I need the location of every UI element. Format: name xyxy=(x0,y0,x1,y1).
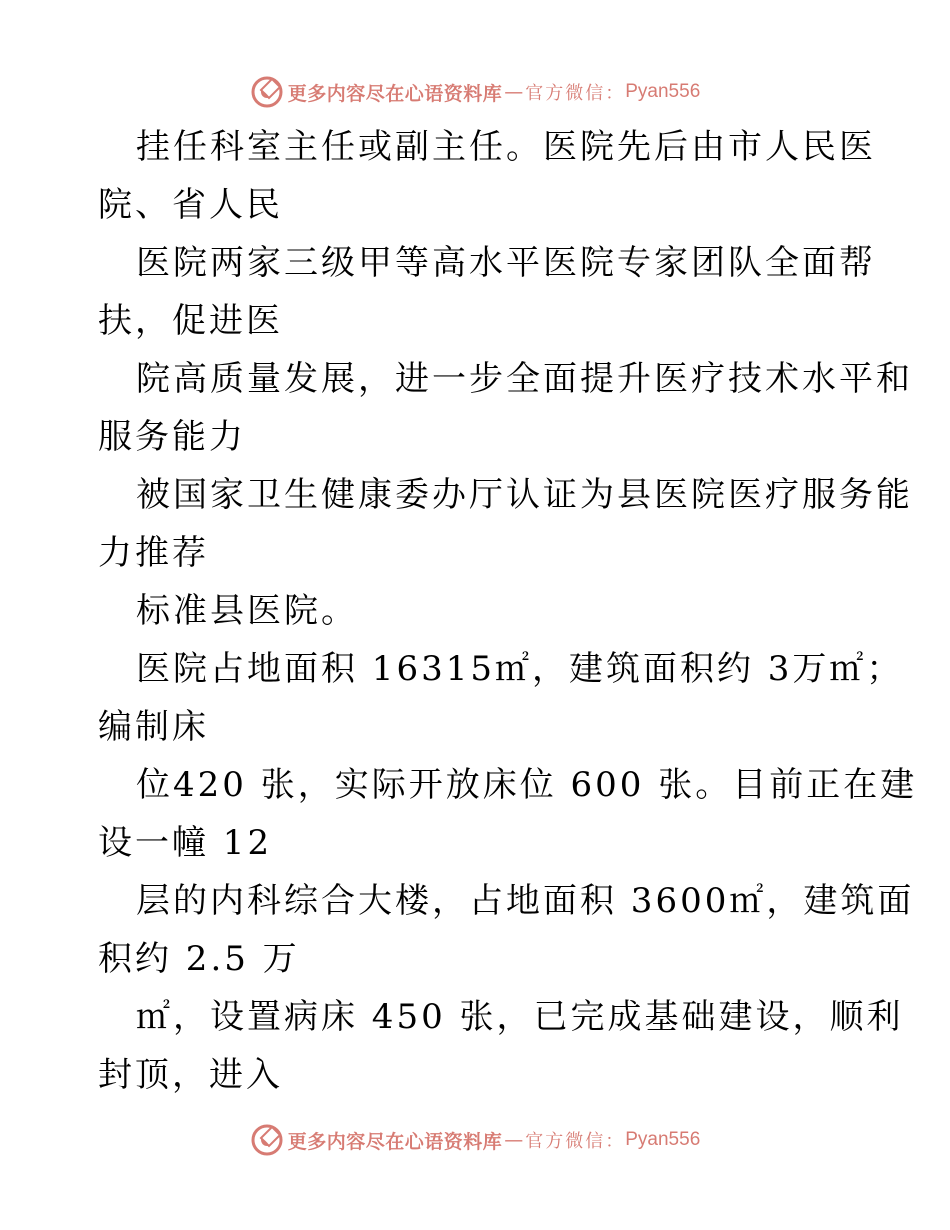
text-line: 封顶，进入 xyxy=(98,1055,283,1095)
header-banner xyxy=(0,72,950,112)
header-slogan: 更多内容尽在心语资料库 xyxy=(287,82,503,105)
footer-dash: — xyxy=(504,1129,524,1151)
text-line: 积约 2.5 万 xyxy=(98,939,300,979)
text-line: 位420 张，实际开放床位 600 张。目前正在建 xyxy=(136,765,918,805)
header-dash: — xyxy=(504,81,524,103)
text-line: 设一幢 12 xyxy=(98,823,273,863)
pen-logo-icon xyxy=(250,75,284,109)
footer-slogan: 更多内容尽在心语资料库 xyxy=(287,1130,503,1153)
text-line: ㎡，设置病床 450 张，已完成基础建设，顺利 xyxy=(136,997,904,1037)
text-line: 院、省人民 xyxy=(98,185,283,225)
header-wechat-id: Pyan556 xyxy=(625,81,701,102)
footer-banner xyxy=(0,1120,950,1160)
header-wechat-label: 官方微信： xyxy=(525,83,626,104)
text-line: 医院两家三级甲等高水平医院专家团队全面帮 xyxy=(136,243,876,283)
pen-logo-icon xyxy=(250,1123,284,1157)
text-line: 标准县医院。 xyxy=(136,591,358,631)
text-line: 扶，促进医 xyxy=(98,301,283,341)
text-line: 力推荐 xyxy=(98,533,209,573)
text-line: 院高质量发展，进一步全面提升医疗技术水平和 xyxy=(136,359,913,399)
text-line: 层的内科综合大楼，占地面积 3600㎡，建筑面 xyxy=(136,881,915,921)
text-line: 编制床 xyxy=(98,707,209,747)
text-line: 被国家卫生健康委办厅认证为县医院医疗服务能 xyxy=(136,475,913,515)
text-line: 挂任科室主任或副主任。医院先后由市人民医 xyxy=(136,127,876,167)
footer-wechat-id: Pyan556 xyxy=(625,1129,701,1150)
footer-wechat-label: 官方微信： xyxy=(525,1131,626,1152)
text-line: 服务能力 xyxy=(98,417,246,457)
body-text xyxy=(98,118,918,1104)
text-line: 医院占地面积 16315㎡，建筑面积约 3万㎡； xyxy=(136,649,904,689)
